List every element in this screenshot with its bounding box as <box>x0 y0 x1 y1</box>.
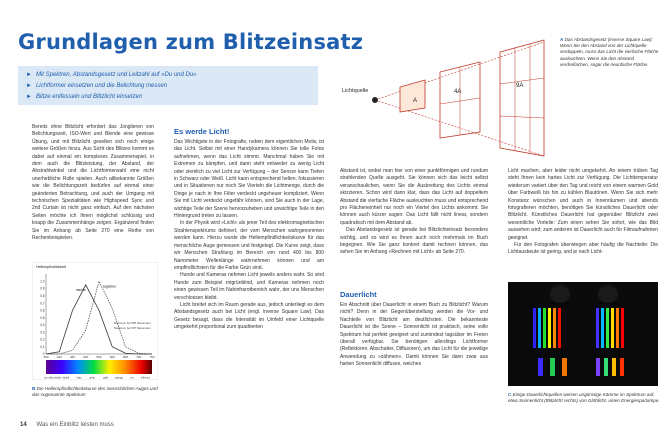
band-label: violett <box>62 376 70 380</box>
figure-caption-c: C Einige Dauerlichtquellen weisen ungünstige Kämme im Spektrum auf, etwa Sonnenlicht (Blitzlicht rechts) von Glühlicht, unten Energiesparlampe. <box>508 392 660 404</box>
paragraph: Hunde und Kameras nehmen Licht jeweils anders wahr. So sind Hunde zum Beispiel rotgrünblind, und Kameras nehmen noch einen gewissen Teil im Nahinfrarotbereich wahr, der uns Menschen verschlossen bleibt. <box>174 272 324 301</box>
x-tick-label: 750 <box>149 355 155 360</box>
figure-marker: C <box>508 392 512 397</box>
band-label: grün <box>89 376 95 380</box>
band-label: blau <box>76 376 82 380</box>
figure-caption-a: A Das Abstandsgesetz (inverse Square Law): Wenn Sie den Abstand von der Lichtquelle verdoppeln, muss das Licht die vierfache Fläche ausleuchten. Wenn Sie den Abstand verdreifachen, sogar die neunfache Fläche. <box>560 37 659 67</box>
column-four <box>508 168 658 272</box>
paragraph: Licht machen, aber leider nicht umgekehrt. An einem trüben Tag steht Ihnen kein hartes Licht zur Verfügung. Die Lichttemperatur wiederum variiert über den Tag und reicht von einem warmen Gold über Farbweiß bis hin zu kühlen Blautönen. Wenn Sie sich mehr Konstanz wünschen und auch in Innenräumen und abends fotografieren möchten, benötigen Sie künstliches Dauerlicht oder Blitzlicht. Künstliches Dauerlicht hat gegenüber Blitzlicht zwei wesentliche Vorteile: Zum einen sehen Sie sofort, wie das Bild aussehen wird; zum anderen ist Dauerlicht auch für Filmaufnahmen geeignet. <box>508 168 658 241</box>
figure-marker: A <box>560 37 564 42</box>
paragraph: Das Wichtigste in der Fotografie, neben dem eigentlichen Motiv, ist das Licht. Selbst mit einer Handykamera können Sie tolle Fotos aufnehmen, wenn das Licht stimmt. Manchmal haben Sie mit Extremen zu kämpfen, und dann steht entweder zu wenig Licht oder ziemlich zu viel Licht zur Verfügung – der Sensor kann Tiefen in Schwarz oder Weiß. Licht kann entsprechend hellen, fokussieren und in Situationen nur noch Sie Vierteln die Lichtmenge, durch die Dinge je nach in Ihre Filter verdeckt ungeheuer kompliziert. Wenn Sie mit Licht verdeckt ungefähr können, sind Sie auch in der Lage, wichtige Teile der Szene hervorzuheben und unwichtige Teile in den Hintergrund treten zu lassen. <box>174 139 324 220</box>
x-tick-label: 400 <box>56 355 62 360</box>
chart-annotation: Maximum bei 555 Nanometer <box>114 321 151 325</box>
band-label: nm ultra-violett <box>44 376 62 380</box>
chapter-bullet-list <box>18 66 318 105</box>
sensitivity-chart <box>32 262 158 380</box>
chart-annotation: Maximum bei 507 Nanometer <box>114 326 151 330</box>
panel-a <box>400 80 425 112</box>
figure-caption-b: B Die Hellempfindlichkeitskurve des menschlichen Auges und das sogenannte Spektrum <box>32 386 158 398</box>
section-heading: Es werde Licht! <box>174 127 230 136</box>
panel-9a <box>500 40 544 156</box>
y-tick-label: 0,6 <box>40 308 45 313</box>
page-number: 14 <box>20 422 27 428</box>
paragraph: Ein Abschnitt über Dauerlicht in einem Buch zu Blitzlicht? Warum nicht? Denn in der Gegenüberstellung werden die Vor- und Nachteile von Blitzlicht am deutlichsten. Die bekannteste Dauerlicht ist die Sonne – Sonnenlicht ist praktisch, seine volle Spektrum hat perfekt geeignet und zumindest tagsüber im Freien überall verfügbar. Sie benötigen allerdings Lichtformer (Reflektoren, Abschatter, Diffusoren), um das Licht für die jeweilige Anwendung zu »zähmen«. Damit können Sie dann zwar aus harten Sonnenlicht diffuses, weiches <box>340 302 488 368</box>
arrow-right-icon: ► <box>26 82 32 89</box>
x-tick-label: 650 <box>122 355 129 360</box>
chart-title: Hellempfindlichkeit <box>36 265 66 269</box>
y-tick-label: 1,0 <box>40 279 45 284</box>
y-tick-label: 0 <box>42 352 45 357</box>
band-label: infra-rot <box>140 376 150 380</box>
inverse-square-diagram <box>340 32 560 162</box>
label-a: A <box>413 98 418 104</box>
x-tick-label: 550 <box>96 355 102 360</box>
band-label: rot <box>130 376 134 380</box>
band-label: gelb <box>103 376 109 380</box>
bullet-item: ► Mit Spektren, Abstandsgesetz und Leitzahl auf »Du und Du« <box>26 71 197 78</box>
x-tick-label: 350 <box>43 355 49 360</box>
paragraph: In der Physik wird »Licht« als jener Teil des elektromagnetischen Strahlenspektrums definiert, der vom Menschen wahrgenommen werden kann. Hierzu wurde die Hellempfindlichkeitskurve für das menschliche Auge gemessen und festgelegt. Die Kurve zeigt, dass wir Menschen Strahlung im Bereich von rund 400 bis 800 Nanometer Wellenlänge wahrnehmen können und am empfindlichsten für die Farbe Grün sind. <box>174 220 324 271</box>
label-9a: 9A <box>516 83 524 89</box>
y-tick-label: 0,7 <box>40 301 45 306</box>
intro-paragraph: Bereits ohne Blitzlicht erfordert das Jonglieren von Belichtungszeit, ISO-Wert und Blende eine gewisse Übung, und mit Blitzlicht gesellen sich noch einige weitere Größen hinzu. Aus Sicht des Blitzes kommt es dabei auf einmal ein komplexes Zusammenspiel, in dem auch die Blitzleistung, der Abstand, der Abstrahlwinkel und die Lichtformerwahl eine nicht unerhebliche Rolle spielen. Auch altbekannte Größen wie die Belichtungszeit bedürfen auf einmal einer geänderten Betrachtung, und auch der Umgang mit technischen Spezialitäten wie Highspeed Sync und 2nd Curtain ist nicht ganz einfach. Auf den nächsten Seiten möchte ich Ihnen möglichst schlüssig und knapp die Zusammenhänge zeigen. Ergänzend finden Sie im Anhang ab Seite 270 eine Reihe von Rechenbeispielen. <box>32 124 154 240</box>
y-tick-label: 0,3 <box>40 330 45 335</box>
x-tick-label: 500 <box>83 355 89 360</box>
section-es-werde-licht <box>174 127 324 411</box>
bullet-item: ► Lichtformer einsetzen und die Belichtung messen <box>26 82 168 89</box>
y-tick-label: 0,9 <box>40 286 45 291</box>
spectra-photo <box>508 282 658 386</box>
light-source-dot <box>372 97 378 103</box>
figure-marker: B <box>32 386 36 391</box>
x-tick-label: 450 <box>69 355 76 360</box>
y-tick-label: 0,2 <box>40 337 45 342</box>
running-title: Was ein Einblitz leisten muss <box>36 422 114 428</box>
x-tick-label: 700 <box>136 355 142 360</box>
series-label: nachts <box>75 287 86 292</box>
y-tick-label: 0,8 <box>40 294 45 299</box>
label-4a: 4A <box>454 89 462 95</box>
bullet-item: ► Blitze entfesseln und Blitzlicht einsetzen <box>26 93 143 100</box>
arrow-right-icon: ► <box>26 93 32 100</box>
label-lichtquelle: Lichtquelle <box>342 88 369 94</box>
paragraph: Licht breitet sich im Raum gerade aus, jedoch unterliegt es dem Abstandsgesetz auch bei Licht (engl. inverse Square Law). Das Gesetz besagt, dass die Intensität im Umfeld einer Lichtquelle umgekehrt proportional zum quadrierten <box>174 301 324 331</box>
y-tick-label: 0,4 <box>40 323 45 328</box>
spectrum-bar <box>46 360 152 374</box>
y-tick-label: 0,5 <box>40 315 45 320</box>
band-label: orange <box>114 376 123 380</box>
column-three <box>340 168 488 416</box>
section-heading: Dauerlicht <box>340 290 377 299</box>
paragraph: Für den Fotografen überwiegen aber häufig die Nachteile: Die Lichtausbeute ist gering, und je nach Licht- <box>508 242 658 256</box>
series-label: tagsüber <box>103 284 117 289</box>
y-tick-label: 0,1 <box>40 344 45 349</box>
footer <box>20 422 114 428</box>
arrow-right-icon: ► <box>26 71 32 78</box>
page-title: Grundlagen zum Blitzeinsatz <box>18 30 364 54</box>
paragraph: Das Abstandsgesetz ist gerade bei Blitzlichteinsatz besonders wichtig, und so wird es Ihnen auch noch mehrmals im Buch begegnen. Wie Sie ganz konkret damit rechnen können, das sehen Sie im Anhang »Rechnen mit Licht« ab Seite 270. <box>340 227 488 256</box>
paragraph: Abstand ist, wobei man hier von einer punktförmigen und rundum strahlenden Quelle ausgeht. Sie können sich das leicht selbst veranschaulichen, wenn Sie die Ausbreitung des Lichts einmal skizzieren. Schon wird dann klar, dass das Licht auf doppeltem Abstand die vierfache Fläche ausleuchten muss und entsprechend pro Flächeneinheit nur noch ein Viertel des Lichts ankommt. Sie können auch kürzer sagen: Das Licht fällt nicht linear, sondern quadratisch mit dem Abstand ab. <box>340 168 488 226</box>
x-tick-label: 600 <box>109 355 115 360</box>
